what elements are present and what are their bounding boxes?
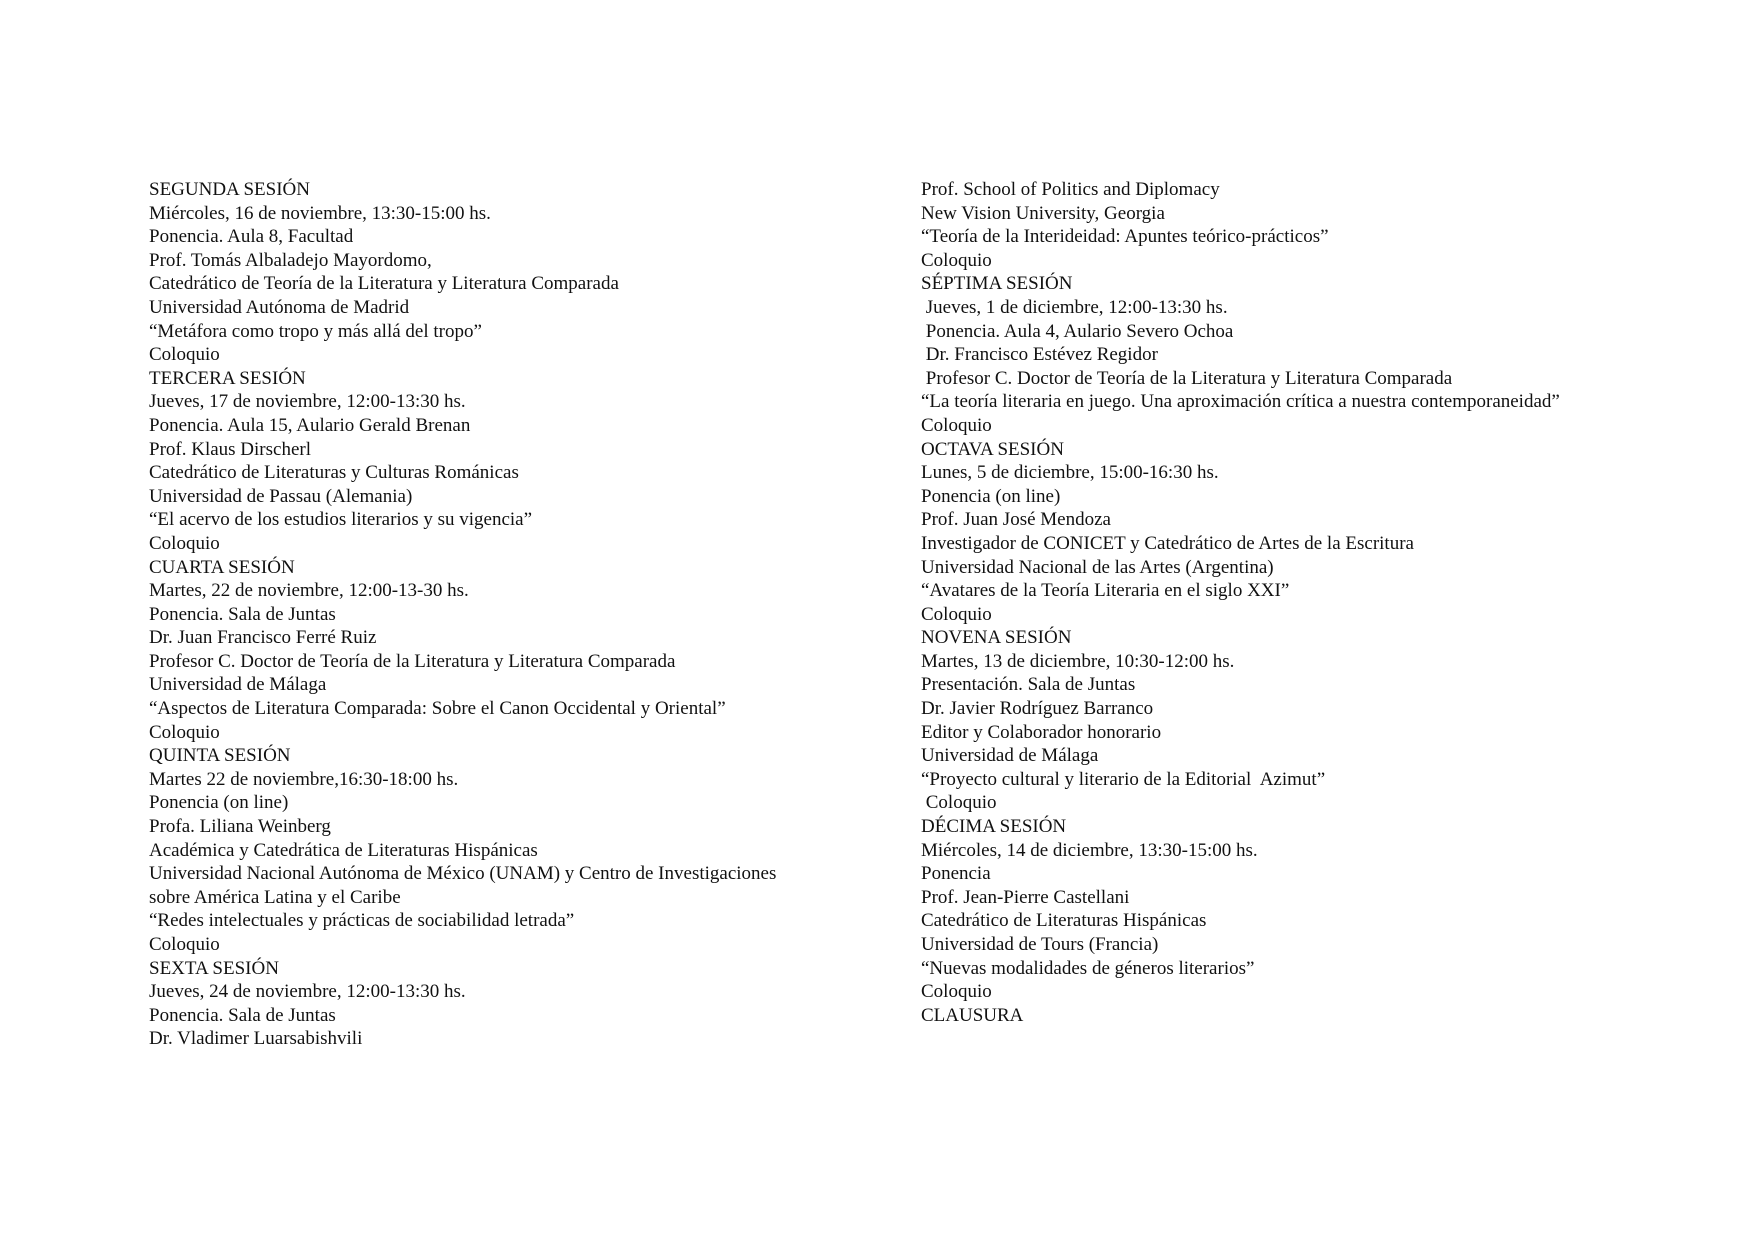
- program-column-right: [921, 178, 1721, 1027]
- program-line: CLAUSURA: [921, 1004, 1024, 1026]
- program-line: Dr. Javier Rodríguez Barranco: [921, 698, 1154, 720]
- program-line: “El acervo de los estudios literarios y su vigencia”: [149, 509, 533, 531]
- program-line: Coloquio: [149, 344, 220, 366]
- program-line: Profesor C. Doctor de Teoría de la Literatura y Literatura Comparada: [921, 367, 1453, 389]
- program-line: Universidad de Tours (Francia): [921, 934, 1159, 955]
- program-column-left: [149, 178, 849, 1051]
- program-line: CUARTA SESIÓN: [149, 556, 295, 578]
- program-line: Dr. Francisco Estévez Regidor: [921, 344, 1158, 366]
- program-line: “La teoría literaria en juego. Una aproximación crítica a nuestra contemporaneidad”: [921, 391, 1560, 413]
- program-line: Universidad de Málaga: [149, 674, 327, 696]
- program-line: Presentación. Sala de Juntas: [921, 674, 1136, 696]
- program-line: Prof. Jean-Pierre Castellani: [921, 886, 1130, 908]
- program-line: Prof. Juan José Mendoza: [921, 509, 1111, 531]
- program-line: Prof. Tomás Albaladejo Mayordomo,: [149, 249, 432, 271]
- program-line: sobre América Latina y el Caribe: [149, 886, 401, 908]
- program-line: SÉPTIMA SESIÓN: [921, 273, 1073, 295]
- program-line: QUINTA SESIÓN: [149, 745, 291, 767]
- program-line: Catedrático de Teoría de la Literatura y Literatura Comparada: [149, 273, 619, 295]
- program-line: “Metáfora como tropo y más allá del tropo”: [149, 320, 482, 342]
- program-line: Universidad de Málaga: [921, 745, 1099, 767]
- program-line: Catedrático de Literaturas Hispánicas: [921, 910, 1207, 932]
- program-line: TERCERA SESIÓN: [149, 367, 306, 389]
- program-line: Coloquio: [921, 603, 992, 625]
- program-line: NOVENA SESIÓN: [921, 627, 1072, 649]
- program-line: Coloquio: [149, 934, 220, 955]
- program-line: Coloquio: [149, 532, 220, 554]
- program-line: Coloquio: [921, 792, 997, 814]
- program-line: DÉCIMA SESIÓN: [921, 816, 1067, 838]
- program-line: “Nuevas modalidades de géneros literarios”: [921, 957, 1255, 979]
- program-line: New Vision University, Georgia: [921, 202, 1165, 224]
- program-line: SEGUNDA SESIÓN: [149, 179, 310, 200]
- program-line: Dr. Vladimer Luarsabishvili: [149, 1028, 363, 1050]
- program-line: Coloquio: [921, 981, 992, 1003]
- program-line: Ponencia (on line): [921, 485, 1061, 507]
- program-line: “Redes intelectuales y prácticas de sociabilidad letrada”: [149, 910, 575, 932]
- program-line: OCTAVA SESIÓN: [921, 438, 1064, 460]
- program-line: Ponencia. Aula 15, Aulario Gerald Brenan: [149, 414, 471, 436]
- program-line: Martes, 13 de diciembre, 10:30-12:00 hs.: [921, 650, 1235, 672]
- program-line: Universidad Nacional de las Artes (Argentina): [921, 556, 1274, 578]
- program-line: Ponencia. Sala de Juntas: [149, 603, 336, 625]
- program-line: Martes 22 de noviembre,16:30-18:00 hs.: [149, 768, 459, 790]
- program-line: Editor y Colaborador honorario: [921, 721, 1162, 743]
- program-line: Universidad de Passau (Alemania): [149, 485, 413, 507]
- program-line: Miércoles, 16 de noviembre, 13:30-15:00 hs.: [149, 202, 491, 224]
- program-line: Dr. Juan Francisco Ferré Ruiz: [149, 627, 377, 649]
- program-line: Ponencia (on line): [149, 792, 289, 814]
- program-line: Ponencia. Aula 4, Aulario Severo Ochoa: [921, 320, 1234, 342]
- program-line: Investigador de CONICET y Catedrático de Artes de la Escritura: [921, 532, 1414, 554]
- program-line: SEXTA SESIÓN: [149, 957, 279, 979]
- program-line: Prof. School of Politics and Diplomacy: [921, 179, 1220, 200]
- program-line: Coloquio: [149, 721, 220, 743]
- program-line: Catedrático de Literaturas y Culturas Románicas: [149, 462, 519, 484]
- program-line: Miércoles, 14 de diciembre, 13:30-15:00 hs.: [921, 839, 1258, 861]
- program-line: Académica y Catedrática de Literaturas Hispánicas: [149, 839, 538, 861]
- program-line: Jueves, 17 de noviembre, 12:00-13:30 hs.: [149, 391, 466, 413]
- program-line: Jueves, 1 de diciembre, 12:00-13:30 hs.: [921, 296, 1228, 318]
- program-line: “Teoría de la Interideidad: Apuntes teórico-prácticos”: [921, 226, 1329, 248]
- program-line: Ponencia: [921, 863, 991, 885]
- program-line: Profesor C. Doctor de Teoría de la Literatura y Literatura Comparada: [149, 650, 676, 672]
- program-line: Jueves, 24 de noviembre, 12:00-13:30 hs.: [149, 981, 466, 1003]
- program-line: Coloquio: [921, 414, 992, 436]
- program-line: Martes, 22 de noviembre, 12:00-13-30 hs.: [149, 580, 469, 602]
- program-line: Coloquio: [921, 249, 992, 271]
- program-line: “Aspectos de Literatura Comparada: Sobre el Canon Occidental y Oriental”: [149, 698, 726, 720]
- program-line: Universidad Autónoma de Madrid: [149, 296, 410, 318]
- program-line: “Proyecto cultural y literario de la Editorial Azimut”: [921, 768, 1326, 790]
- program-line: Ponencia. Sala de Juntas: [149, 1004, 336, 1026]
- program-line: Lunes, 5 de diciembre, 15:00-16:30 hs.: [921, 462, 1219, 484]
- program-line: Ponencia. Aula 8, Facultad: [149, 226, 354, 248]
- program-line: Universidad Nacional Autónoma de México (UNAM) y Centro de Investigaciones: [149, 863, 777, 885]
- program-line: Prof. Klaus Dirscherl: [149, 438, 311, 460]
- program-line: Profa. Liliana Weinberg: [149, 816, 331, 838]
- program-line: “Avatares de la Teoría Literaria en el siglo XXI”: [921, 580, 1290, 602]
